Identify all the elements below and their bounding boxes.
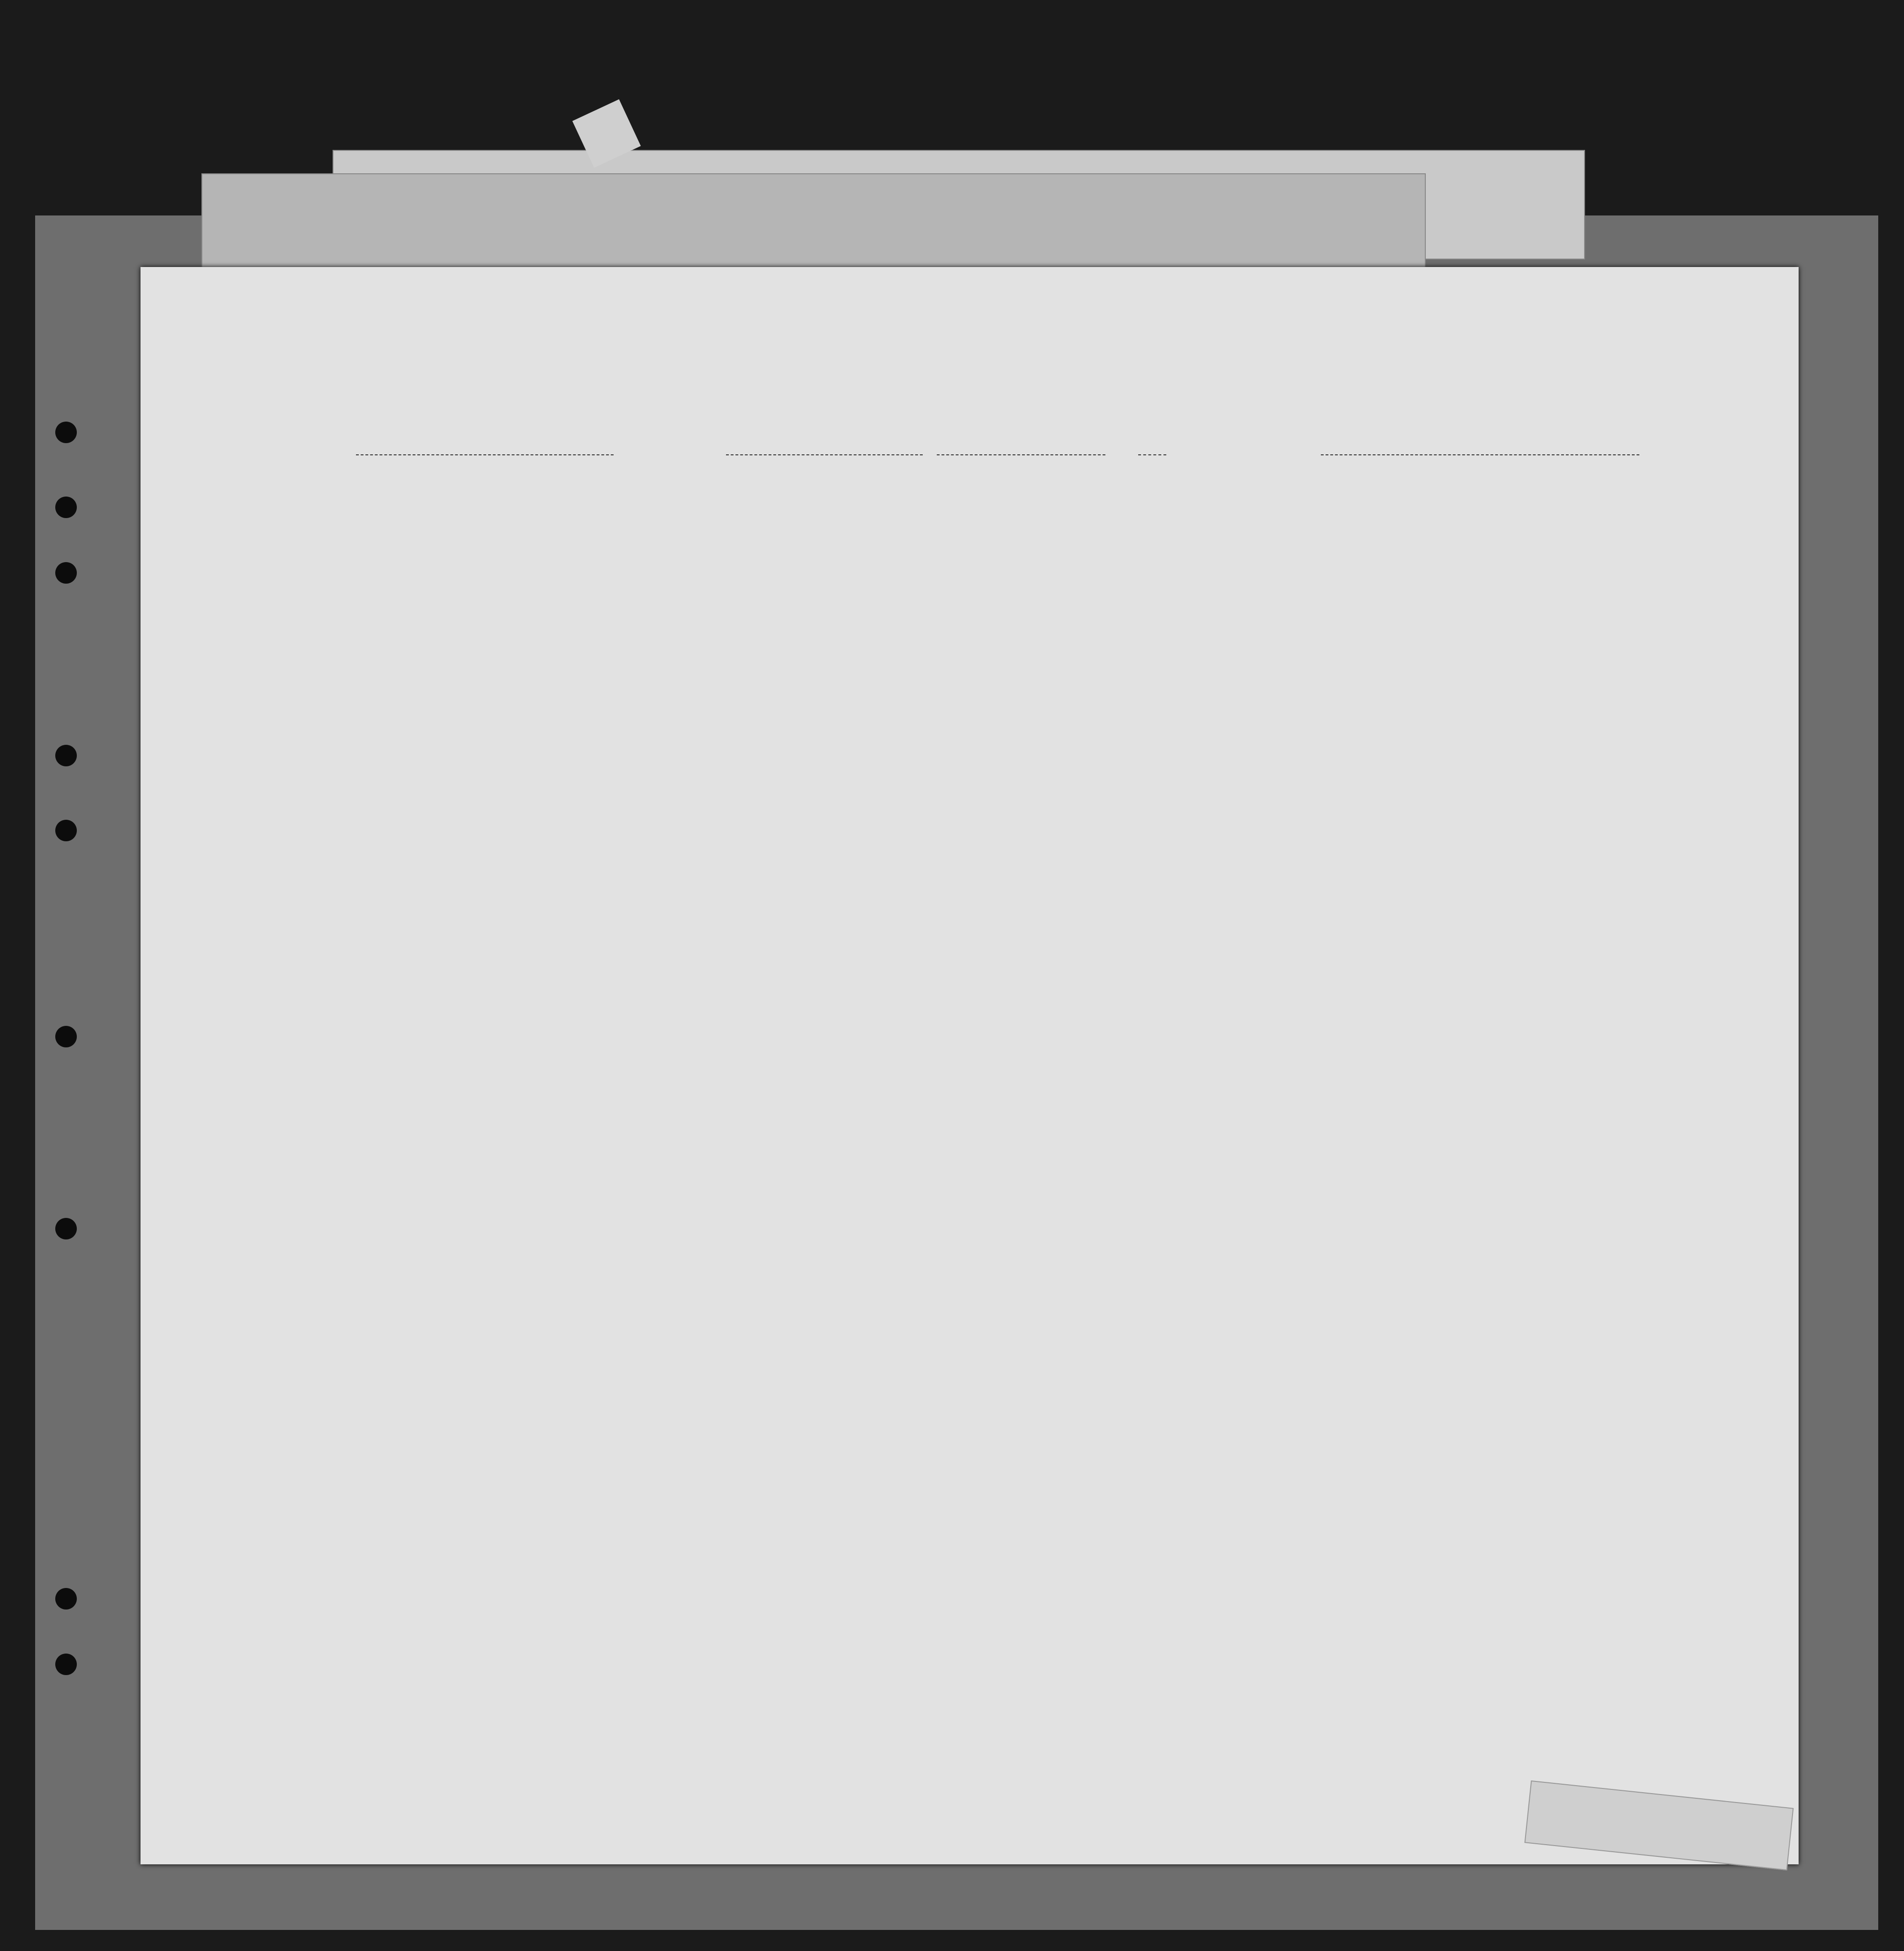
binder-hole — [55, 1654, 77, 1675]
binder-hole — [55, 820, 77, 841]
crew-table — [141, 267, 1799, 1864]
underlying-sheet — [201, 173, 1426, 269]
binder-hole — [55, 497, 77, 518]
binder-hole — [55, 422, 77, 443]
binder-hole — [55, 562, 77, 584]
binder-hole — [55, 745, 77, 766]
binder-hole — [55, 1588, 77, 1610]
manifest-sheet — [141, 267, 1799, 1864]
binder-hole — [55, 1026, 77, 1047]
binder-hole — [55, 1218, 77, 1239]
